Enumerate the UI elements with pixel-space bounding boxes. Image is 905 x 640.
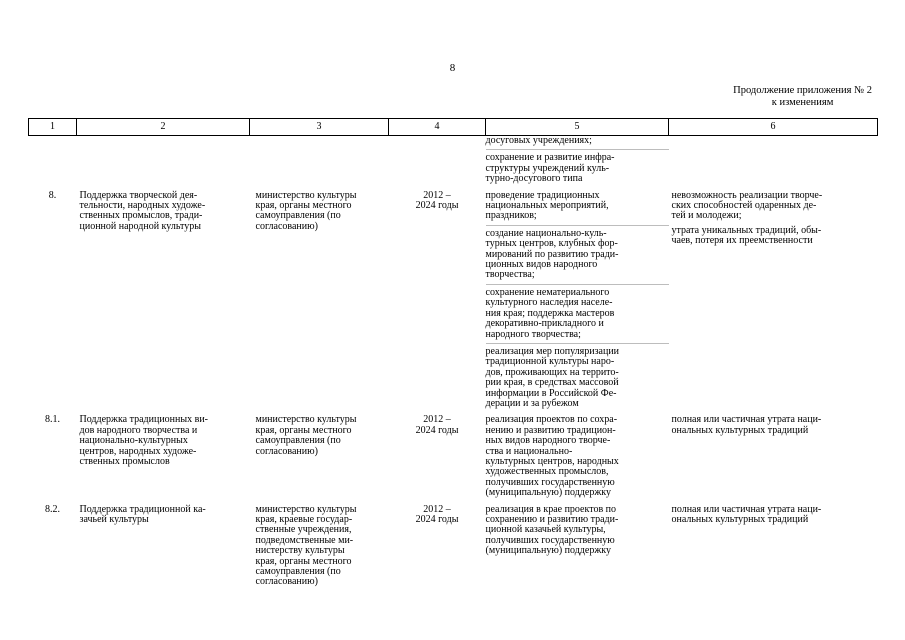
continuation-line-1: Продолжение приложения № 2 [733,85,872,96]
table-body [29,136,878,588]
measure-name-line: Поддержка творческой дея- [79,189,198,201]
row-number: 8.1. [45,414,60,426]
executor-cell [250,505,389,588]
consequences-cell [669,415,878,504]
activity-entry-line: сохранение нематериального [485,286,610,298]
activity-entry-line: ния края; поддержка мастеров [485,307,615,319]
continuation-note [733,85,872,109]
row-number: 8. [48,189,57,201]
header-cell-3: 3 [250,119,389,136]
activity-entry-line: сохранение и развитие инфра- [485,152,615,164]
measure-name-line: национально-культурных [79,435,188,447]
activity-entry-line: ционных видов народного [485,259,598,271]
executor-line: самоуправления (по [255,435,341,447]
activity-entry-line: турных центров, клубных фор- [485,238,618,250]
activity-entry-line: дов, проживающих на террито- [485,366,619,378]
activity-entry-line: традиционной культуры наро- [485,356,615,368]
measure-name-line: ственных промыслов [79,455,170,467]
executor-cell [250,415,389,504]
executor-line: согласованию) [255,576,318,588]
activities-cell [486,191,669,416]
executor-line: согласованию) [255,220,318,232]
executor-line: самоуправления (по [255,210,341,222]
consequence-entry-line: невозможность реализации творче- [671,189,823,201]
activity-entry-line: получивших государственную [485,476,615,488]
activity-entry-line: мирований по развитию тради- [485,248,619,260]
program-table [28,118,878,588]
activity-entry-line: создание национально-куль- [485,227,607,239]
executor-line: министерство культуры [255,503,357,515]
executor-line: ственные учреждения, [255,524,352,536]
consequence-entry-line: ональных культурных традиций [671,514,809,525]
activity-entry-line: реализация проектов по сохра- [485,414,618,426]
activity-entry-line: информации в Российской Фе- [485,387,617,399]
activity-entry [486,191,669,226]
activity-entry [486,229,669,285]
activities-cell [486,505,669,588]
consequence-entry-line: полная или частичная утрата наци- [671,414,822,426]
activity-entry-line: декоративно-прикладного и [485,318,604,330]
header-cell-5: 5 [486,119,669,136]
consequence-entry-line: чаев, потеря их преемственности [671,235,813,247]
activity-entry-line: получивших государственную [485,534,615,546]
activity-entry-line: рии края, в средствах массовой [485,377,619,389]
activity-entry-line: реализация в крае проектов по [485,503,617,515]
activities-cell [486,136,669,191]
activity-entry-line: нению и развитию традицион- [485,424,616,436]
executor-line: министерство культуры [255,414,357,426]
empty-cell [77,136,250,191]
activity-entry-line: досуговых учреждениях; [485,135,592,146]
measure-name-line: центров, народных художе- [79,445,197,457]
executor-line: самоуправления (по [255,566,341,578]
executor-line: края, краевые государ- [255,514,353,525]
header-cell-4: 4 [389,119,486,136]
term-line: 2012 – [423,414,451,426]
activity-entry [486,415,669,501]
activity-entry-line: праздников; [485,210,537,222]
consequence-entry [672,226,878,247]
header-cell-2: 2 [77,119,250,136]
header-cell-1: 1 [29,119,77,136]
term-line: 2012 – [423,189,451,201]
consequence-entry-line: тей и молодежи; [671,210,742,222]
empty-cell [29,136,77,191]
activities-cell [486,415,669,504]
activity-entry-line: турно-досугового типа [485,173,583,185]
activity-entry-line: художественных промыслов, [485,466,609,478]
executor-cell [250,191,389,416]
activity-entry-line: (муниципальную) поддержку [485,545,611,557]
activity-entry [486,347,669,412]
consequence-entry [672,415,878,436]
table-row [29,505,878,588]
term-cell [389,415,486,504]
empty-cell [389,136,486,191]
activity-entry-line: структуры учреждений куль- [485,162,610,174]
activity-entry [486,153,669,187]
activity-entry-line: реализация мер популяризации [485,345,620,357]
header-row [29,119,878,136]
consequence-entry [672,191,878,222]
term-cell [389,191,486,416]
term-line: 2024 годы [415,514,459,525]
activity-entry-line: народного творчества; [485,328,581,340]
consequence-entry-line: ских способностей одаренных де- [671,200,817,212]
table-row-continuation [29,136,878,191]
executor-line: подведомственные ми- [255,534,354,546]
executor-line: согласованию) [255,445,318,457]
consequences-cell [669,191,878,416]
executor-line: нистерству культуры [255,545,345,557]
measure-name-line: ционной народной культуры [79,220,201,232]
consequence-entry-line: утрата уникальных традиций, обы- [671,224,822,236]
consequence-entry-line: ональных культурных традиций [671,424,809,436]
activity-entry [486,288,669,344]
consequence-entry-line: полная или частичная утрата наци- [671,503,822,515]
activity-entry-line: проведение традиционных [485,189,600,201]
term-line: 2024 годы [415,200,459,212]
measure-name-line: тельности, народных художе- [79,200,206,212]
row-number-cell [29,415,77,504]
term-cell [389,505,486,588]
activity-entry-line: ционной казачьей культуры, [485,524,606,536]
measure-name-line: зачьей культуры [79,514,149,525]
measure-name-cell [77,191,250,416]
row-number: 8.2. [45,503,60,515]
executor-line: края, органы местного [255,555,352,567]
header-cell-6: 6 [669,119,878,136]
measure-name-line: ственных промыслов, тради- [79,210,203,222]
activity-entry-line: сохранению и развитию тради- [485,514,619,525]
activity-entry-line: (муниципальную) поддержку [485,487,611,499]
consequences-cell [669,505,878,588]
measure-name-cell [77,505,250,588]
activity-entry-line: творчества; [485,269,535,281]
row-number-cell [29,191,77,416]
empty-cell [669,136,878,191]
executor-line: края, органы местного [255,200,352,212]
activity-entry [486,505,669,560]
executor-line: края, органы местного [255,424,352,436]
table-row [29,191,878,416]
row-number-cell [29,505,77,588]
executor-line: министерство культуры [255,189,357,201]
page-number: 8 [449,62,456,74]
activity-entry-line: ства и национально- [485,445,573,457]
consequence-entry [672,505,878,526]
term-line: 2024 годы [415,424,459,436]
table-row [29,415,878,504]
measure-name-line: Поддержка традиционных ви- [79,414,209,426]
empty-cell [250,136,389,191]
activity-entry-line: дерации и за рубежом [485,397,579,409]
activity-entry-line: ных видов народного творче- [485,435,611,447]
measure-name-line: Поддержка традиционной ка- [79,503,206,515]
measure-name-line: дов народного творчества и [79,424,198,436]
measure-name-cell [77,415,250,504]
term-line: 2012 – [423,503,451,515]
continuation-line-2: к изменениям [771,97,834,108]
activity-entry-line: национальных мероприятий, [485,200,609,212]
activity-entry-line: культурных центров, народных [485,455,619,467]
activity-entry [486,136,669,150]
activity-entry-line: культурного наследия населе- [485,297,613,309]
